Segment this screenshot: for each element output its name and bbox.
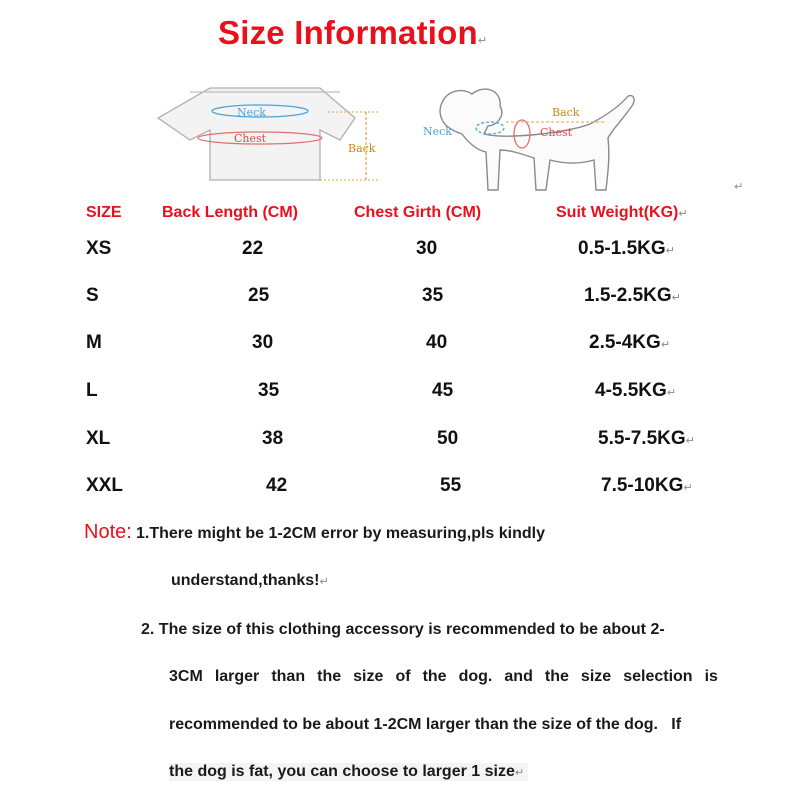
note-word: than [271,668,306,685]
row-s-size: S [86,285,99,306]
row-xs-back: 22 [242,238,264,259]
row-xxl-size: XXL [86,475,123,496]
row-s-weight: 1.5-2.5KG↵ [584,285,681,306]
note-word: of [395,668,411,685]
note-word: the [422,668,447,685]
note-word: size [580,668,612,685]
header-suit-weight: Suit Weight(KG)↵ [556,204,688,221]
note-line-2: understand,thanks!↵ [171,572,329,589]
paragraph-mark-icon: ↵ [683,482,693,494]
dog-neck-label: Neck [423,125,452,138]
row-xl-back: 38 [262,428,284,449]
note-word: the [317,668,342,685]
row-xs-size: XS [86,238,112,259]
paragraph-mark-icon: ↵ [685,435,695,447]
paragraph-mark-icon: ↵ [734,181,744,193]
shirt-chest-label: Chest [234,132,267,145]
paragraph-mark-icon: ↵ [477,35,488,47]
page-title: Size Information↵ [218,14,488,51]
note-word: 3CM [169,668,203,685]
row-xxl-weight: 7.5-10KG↵ [601,475,693,496]
paragraph-mark-icon: ↵ [665,245,675,257]
row-xs-weight: 0.5-1.5KG↵ [578,238,675,259]
note-word: selection [623,668,693,685]
row-xxl-chest: 55 [440,475,462,496]
note-word: and [504,668,533,685]
dog-diagram [440,89,634,190]
shirt-back-label: Back [348,142,376,155]
note-word: dog. [458,668,493,685]
row-xl-size: XL [86,428,111,449]
header-chest-girth: Chest Girth (CM) [354,204,482,221]
dog-chest-label: Chest [540,126,573,139]
row-l-weight: 4-5.5KG↵ [595,380,677,401]
note-paragraph-2-line-4: the dog is fat, you can choose to larger 1 size↵ [169,763,528,781]
header-size: SIZE [86,204,122,221]
note-paragraph-2-line-2 [169,668,718,686]
dog-back-label: Back [552,106,580,119]
row-s-back: 25 [248,285,270,306]
measurement-diagram [150,80,710,195]
paragraph-mark-icon: ↵ [319,576,329,588]
note-label: Note: [84,521,132,543]
paragraph-mark-icon: ↵ [514,767,525,779]
row-xs-chest: 30 [416,238,438,259]
note-word: larger [214,668,260,685]
row-l-chest: 45 [432,380,454,401]
header-back-length: Back Length (CM) [162,204,298,221]
note-word: is [704,668,718,685]
row-l-back: 35 [258,380,280,401]
row-m-back: 30 [252,332,274,353]
paragraph-mark-icon: ↵ [660,339,671,351]
row-m-size: M [86,332,102,353]
row-s-chest: 35 [422,285,444,306]
row-l-size: L [86,380,98,401]
shirt-neck-label: Neck [237,106,266,119]
paragraph-mark-icon: ↵ [666,387,677,399]
note-word: the [544,668,569,685]
note-word: size [353,668,384,685]
note-line-1: 1.There might be 1-2CM error by measuring,pls kindly [136,525,545,542]
row-xl-weight: 5.5-7.5KG↵ [598,428,695,449]
row-xl-chest: 50 [437,428,459,449]
note-paragraph-2-line-3: recommended to be about 1-2CM larger than the size of the dog. If [169,716,682,733]
paragraph-mark-icon: ↵ [671,292,681,304]
paragraph-mark-icon: ↵ [678,208,688,220]
note-paragraph-2-line-1: 2. The size of this clothing accessory is recommended to be about 2- [141,621,665,638]
row-m-chest: 40 [426,332,448,353]
row-m-weight: 2.5-4KG↵ [589,332,671,353]
row-xxl-back: 42 [266,475,288,496]
